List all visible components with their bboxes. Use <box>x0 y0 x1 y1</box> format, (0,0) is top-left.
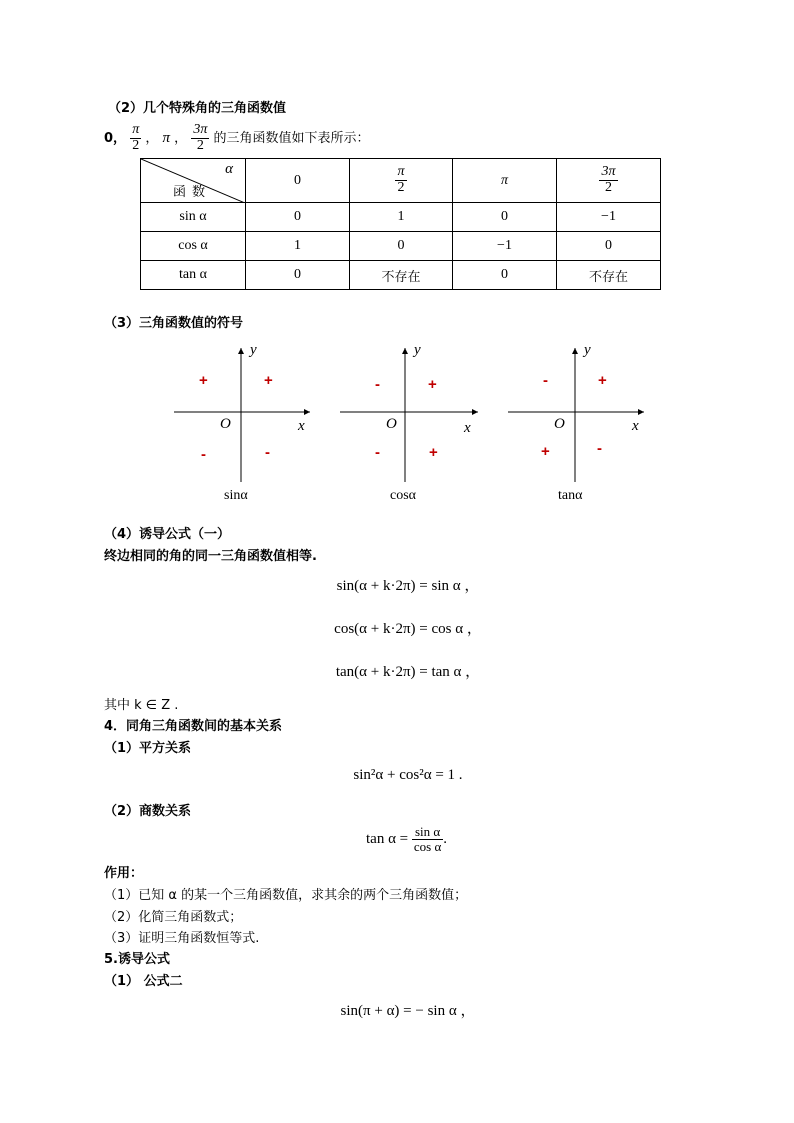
diagram-caption: sinα <box>224 488 248 503</box>
section-heading: （3）三角函数值的符号 <box>104 316 244 331</box>
axes-icon <box>506 342 656 487</box>
x-axis-label: x <box>298 418 305 434</box>
quadrant-diagram-sin <box>172 342 322 512</box>
col-header: $\frac{\pi}{2}$ <box>350 159 453 203</box>
sub-heading: （1）平方关系 <box>104 741 192 756</box>
col-header: π <box>453 159 557 203</box>
x-axis-label: x <box>464 420 471 436</box>
sign-q3: + <box>541 443 550 460</box>
row-label: tan α <box>141 261 246 290</box>
y-axis-label: y <box>414 342 421 358</box>
x-axis-label: x <box>632 418 639 434</box>
table-cell: 0 <box>350 232 453 261</box>
sign-q2: + <box>199 372 208 389</box>
y-axis-label: y <box>250 342 257 358</box>
trig-values-table <box>140 158 661 290</box>
row-label: sin α <box>141 203 246 232</box>
intro-line <box>104 120 369 156</box>
diagram-caption: tanα <box>558 488 583 503</box>
table-corner-cell <box>141 159 246 203</box>
table-cell: −1 <box>557 203 661 232</box>
sign-q4: - <box>265 444 270 461</box>
table-cell: −1 <box>453 232 557 261</box>
intro-tail: 的三角函数值如下表所示： <box>213 131 370 146</box>
table-cell: 1 <box>350 203 453 232</box>
sign-q1: + <box>598 372 607 389</box>
table-row <box>141 203 661 232</box>
part-heading: 5.诱导公式 <box>104 952 170 967</box>
row-label: cos α <box>141 232 246 261</box>
formula-cos-period: cos(α + k·2π) = cos α ， <box>334 621 482 637</box>
sign-q1: + <box>428 376 437 393</box>
origin-label: O <box>220 416 231 432</box>
sub-heading: （1） 公式二 <box>104 974 183 989</box>
formula-quotient: tan α = $\frac{\text{sin α}}{\text{cos α}}$ . <box>366 824 448 855</box>
sign-q4: - <box>597 440 602 457</box>
quadrant-diagram-tan <box>506 342 656 512</box>
sub-heading: （2）商数关系 <box>104 804 192 819</box>
intro-sep1: ， <box>145 131 159 146</box>
intro-zero: 0， <box>104 131 127 146</box>
table-cell: 不存在 <box>350 261 453 290</box>
table-row <box>141 261 661 290</box>
use-item: （1）已知 α 的某一个三角函数值，求其余的两个三角函数值； <box>104 888 468 903</box>
intro-sep2: ， <box>174 131 188 146</box>
frac-pi-over-2: $\frac{\pi}{2}$ <box>132 122 140 153</box>
use-item: （2）化简三角函数式； <box>104 910 243 925</box>
where-clause: 其中 k ∈ Z . <box>104 698 179 713</box>
header-alpha: α <box>225 161 233 177</box>
table-cell: 不存在 <box>557 261 661 290</box>
use-item: （3）证明三角函数恒等式. <box>104 931 260 946</box>
table-cell: 0 <box>557 232 661 261</box>
statement: 终边相同的角的同一三角函数值相等. <box>104 549 317 564</box>
sign-q2: - <box>543 372 548 389</box>
formula-pythagorean: sin²α + cos²α = 1 . <box>353 767 463 783</box>
formula-tan-period: tan(α + k·2π) = tan α ， <box>335 664 481 680</box>
formula-sin-period: sin(α + k·2π) = sin α ， <box>336 578 480 594</box>
origin-label: O <box>386 416 397 432</box>
table-cell: 0 <box>453 261 557 290</box>
section-heading: （4）诱导公式（一） <box>104 527 231 542</box>
sign-q3: - <box>201 446 206 463</box>
table-cell: 0 <box>246 261 350 290</box>
section-heading: （2）几个特殊角的三角函数值 <box>108 101 287 116</box>
col-header: 0 <box>246 159 350 203</box>
table-cell: 0 <box>453 203 557 232</box>
axes-icon <box>338 342 488 487</box>
sign-q3: - <box>375 444 380 461</box>
col-header: $\frac{3\pi}{2}$ <box>557 159 661 203</box>
diagram-caption: cosα <box>390 488 416 503</box>
part-heading: 4．同角三角函数间的基本关系 <box>104 719 283 734</box>
table-cell: 0 <box>246 203 350 232</box>
sign-q4: + <box>429 444 438 461</box>
frac-3pi-over-2: $\frac{3\pi}{2}$ <box>193 122 208 153</box>
table-row <box>141 232 661 261</box>
sign-q2: - <box>375 376 380 393</box>
header-func: 函数 <box>173 185 212 200</box>
use-title: 作用： <box>104 866 144 881</box>
quadrant-diagram-cos <box>338 342 488 512</box>
y-axis-label: y <box>584 342 591 358</box>
table-cell: 1 <box>246 232 350 261</box>
sign-q1: + <box>264 372 273 389</box>
intro-pi: π <box>162 130 171 146</box>
formula-induction-2: sin(π + α) = − sin α ， <box>340 1003 476 1019</box>
origin-label: O <box>554 416 565 432</box>
axes-icon <box>172 342 322 487</box>
table-header-row <box>141 159 661 203</box>
